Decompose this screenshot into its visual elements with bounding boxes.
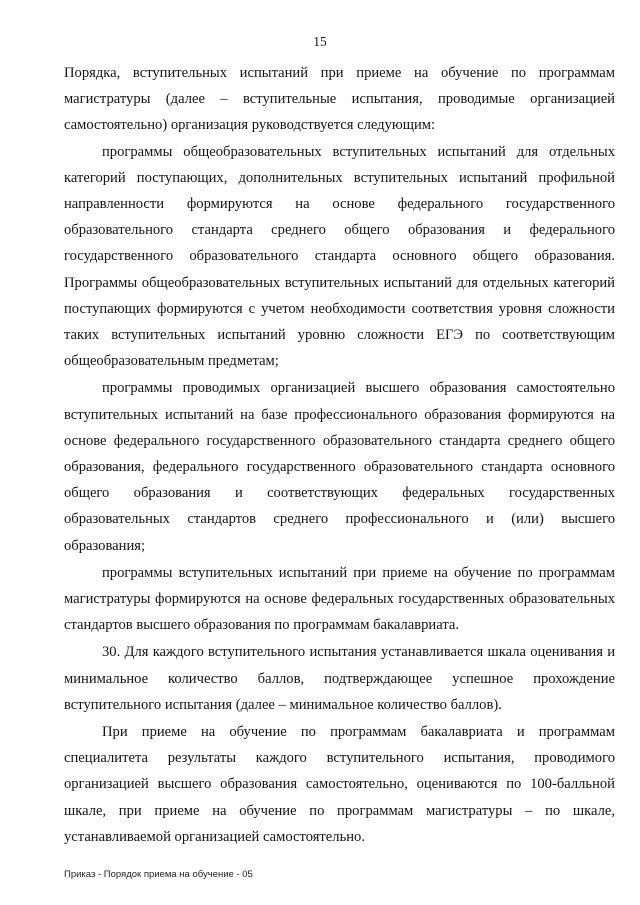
paragraph-master-programs: программы вступительных испытаний при приеме на обучение по программам магистратуры формируются на основе федеральных государственных образовательных стандартов высшего образования по программам бакалавриата. [64,564,615,634]
paragraph-professional-education-programs: программы проводимых организацией высшего образования самостоятельно вступительных испытаний на базе профессионального образования формируются на основе федерального государственного образовательного стандарта среднего общего образования, федерального государственного образовательного стандарта основного общего образования и соответствующих федеральных государственных образовательных стандартов среднего профессионального и (или) высшего образования; [64,380,615,554]
document-body [64,60,615,850]
paragraph-scoring-scale: При приеме на обучение по программам бакалавриата и программам специалитета результаты каждого вступительного испытания, проводимого организацией высшего образования самостоятельно, оцениваются по 100-балльной шкале, при приеме на обучение по программам магистратуры – по шкале, устанавливаемой организацией самостоятельно. [64,724,615,845]
paragraph-general-education-programs: программы общеобразовательных вступительных испытаний для отдельных категорий поступающих, дополнительных вступительных испытаний профильной направленности формируются на основе федерального государственного образовательного стандарта среднего общего образования и федерального государственного образовательного стандарта основного общего образования. Программы общеобразовательных вступительных испытаний для отдельных категорий поступающих формируются с учетом необходимости соответствия уровня сложности таких вступительных испытаний уровню сложности ЕГЭ по соответствующим общеобразовательным предметам; [64,143,615,370]
paragraph-item-30: 30. Для каждого вступительного испытания устанавливается шкала оценивания и минимальное количество баллов, подтверждающее успешное прохождение вступительного испытания (далее – минимальное количество баллов). [64,644,615,713]
page-number: 15 [313,34,327,49]
paragraph-continuation: Порядка, вступительных испытаний при приеме на обучение по программам магистратуры (далее – вступительные испытания, проводимые организацией самостоятельно) организация руководствуется следующим: [64,65,615,134]
footer-document-id: Приказ - Порядок приема на обучение - 05 [64,869,253,880]
